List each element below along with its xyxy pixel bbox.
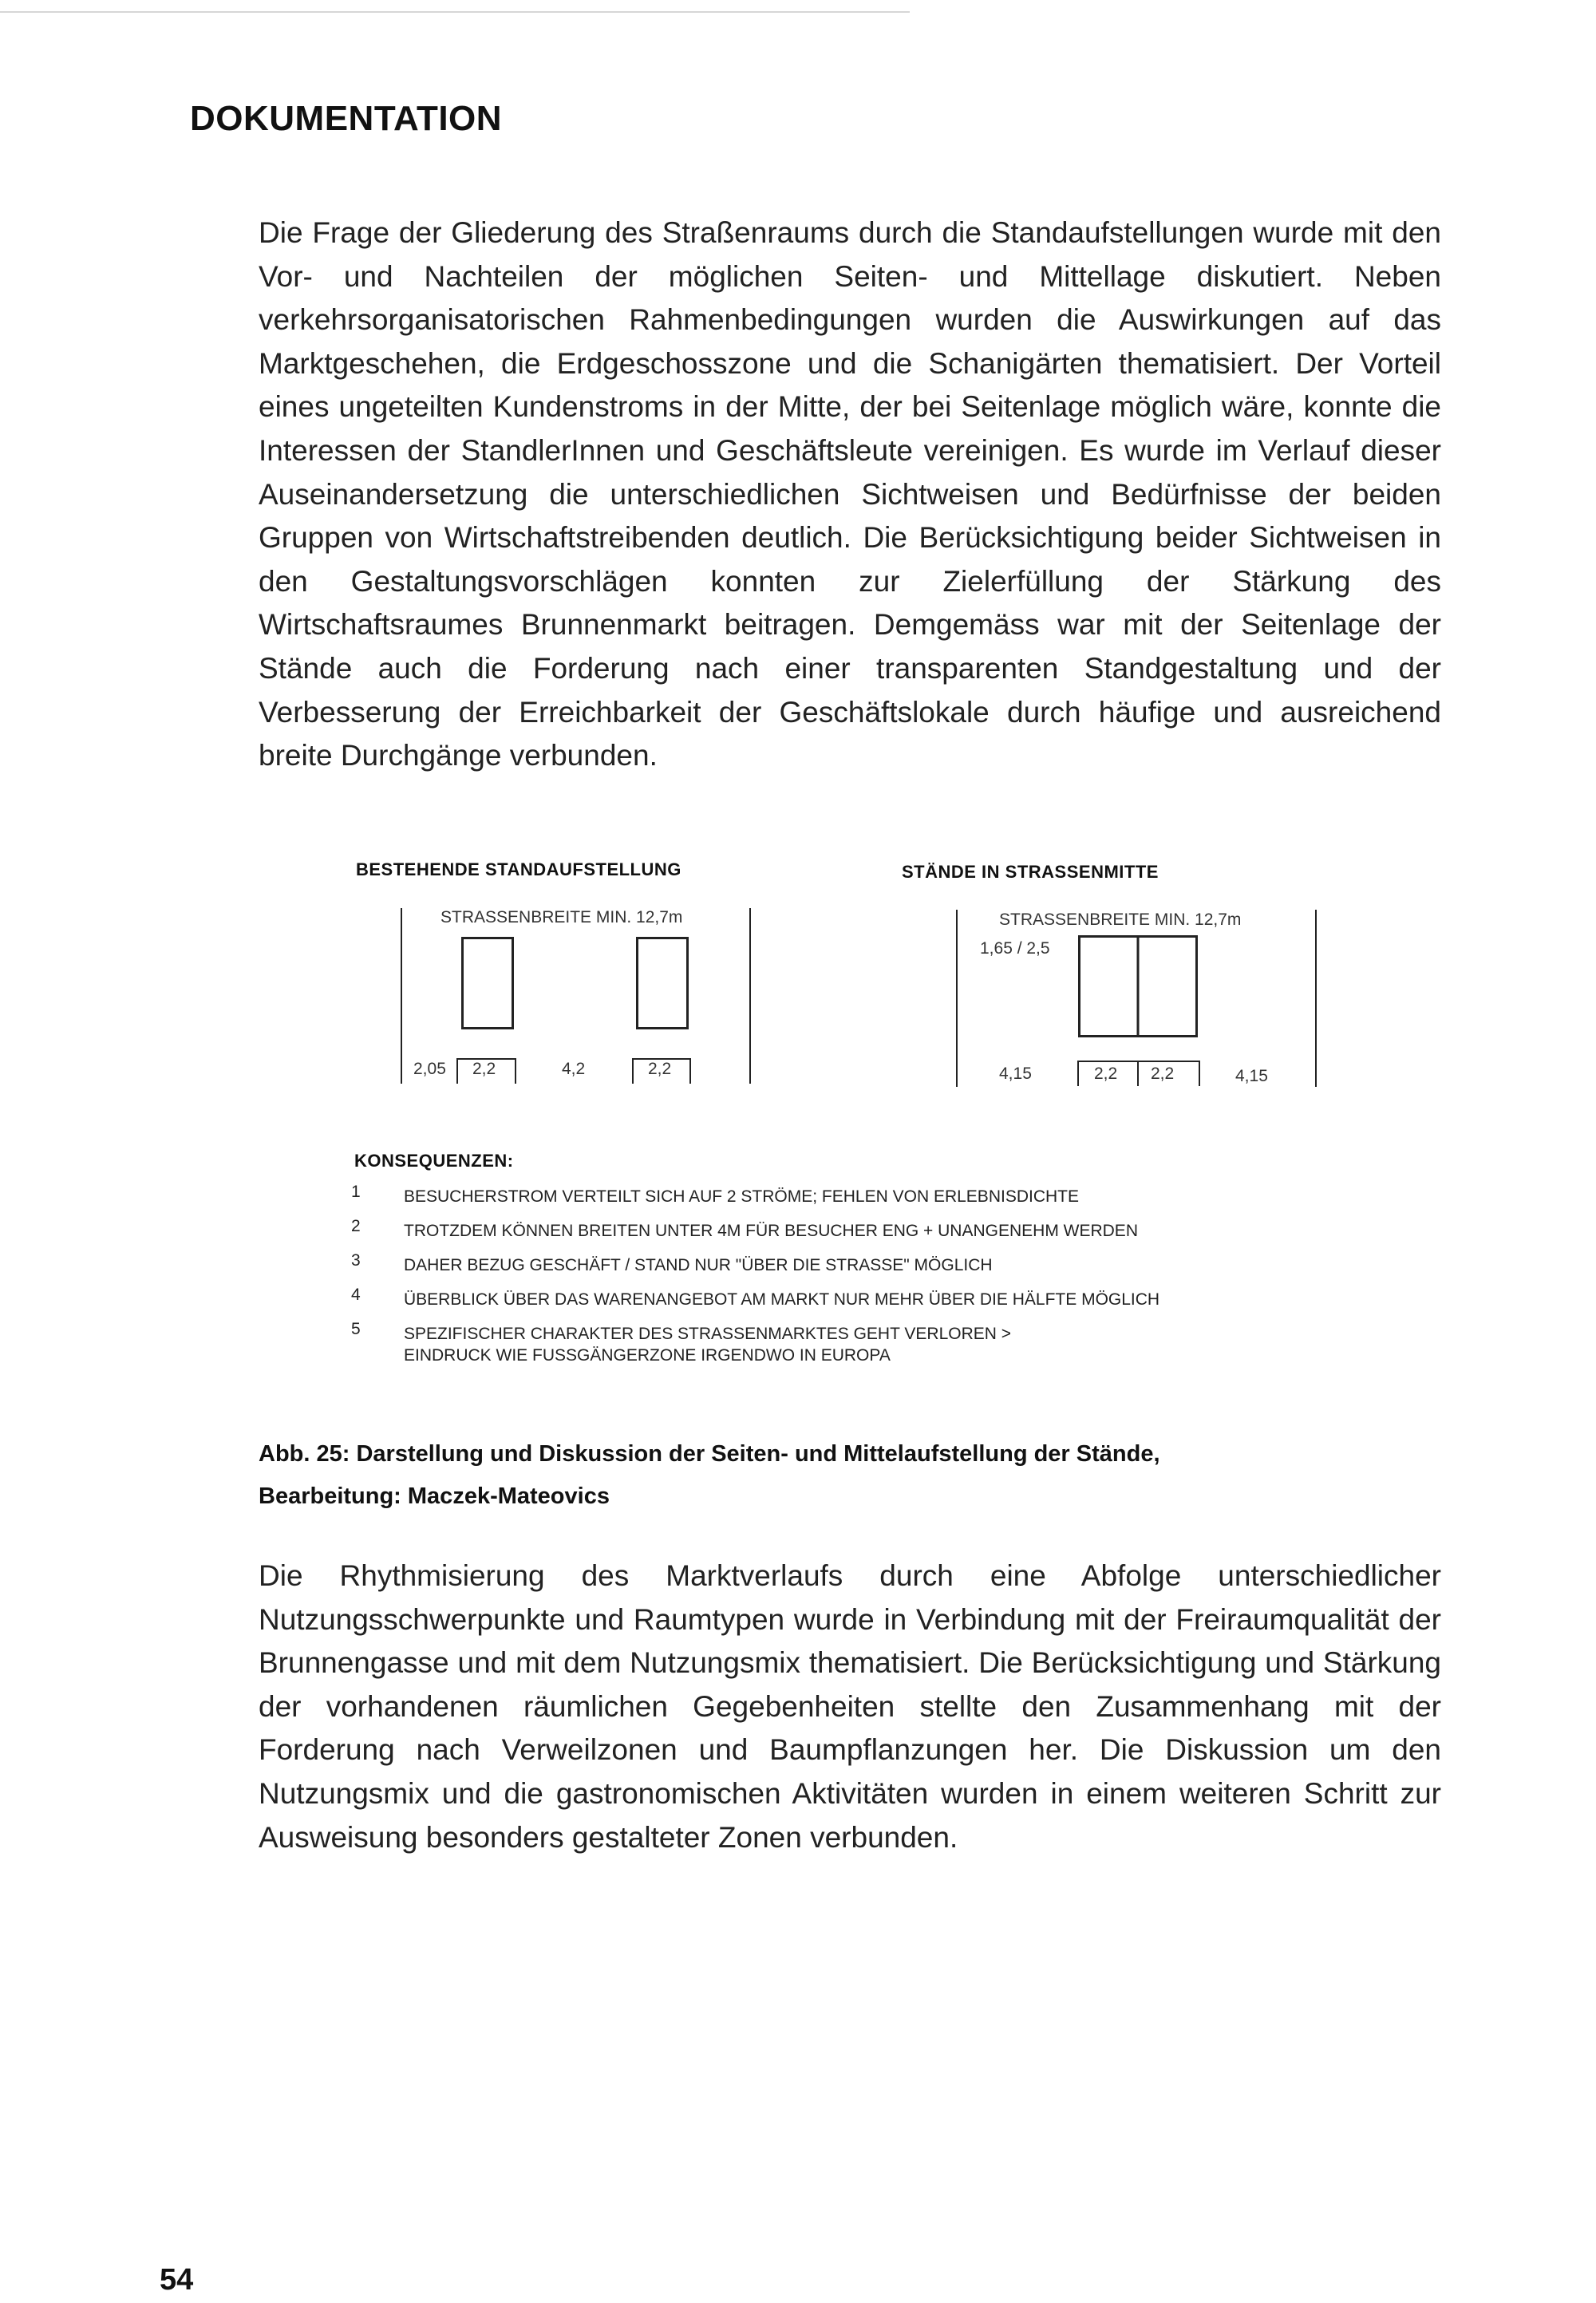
consequences-list (351, 1183, 1389, 1368)
dim-label: 4,15 (1235, 1067, 1268, 1085)
diagram-centre-title: STÄNDE IN STRASSENMITTE (902, 862, 1159, 882)
stand-divider (1137, 938, 1140, 1035)
stand-size-label: 1,65 / 2,5 (980, 939, 1050, 958)
page-number: 54 (160, 2263, 194, 2297)
dim-tick (456, 1058, 458, 1084)
right-building-line (749, 908, 751, 1084)
consequence-text: ÜBERBLICK ÜBER DAS WARENANGEBOT AM MARKT NUR MEHR ÜBER DIE HÄLFTE MÖGLICH (404, 1290, 1160, 1309)
consequence-number: 1 (351, 1183, 361, 1201)
dim-label: 2,2 (1094, 1065, 1118, 1083)
dim-tick (1137, 1061, 1139, 1086)
consequence-number: 3 (351, 1251, 361, 1270)
consequence-text-line: EINDRUCK WIE FUSSGÄNGERZONE IRGENDWO IN EUROPA (404, 1346, 891, 1365)
stand-right (636, 937, 689, 1029)
dim-label: 2,2 (648, 1060, 672, 1078)
consequences-heading: KONSEQUENZEN: (354, 1151, 514, 1171)
dim-label: 2,2 (472, 1060, 496, 1078)
dim-label: 2,2 (1151, 1065, 1175, 1083)
consequence-item (351, 1217, 1389, 1251)
consequence-text (404, 1323, 1011, 1366)
consequence-item (351, 1251, 1389, 1286)
figure-caption (259, 1433, 1160, 1518)
dim-tick (689, 1058, 691, 1084)
dim-tick (1199, 1061, 1200, 1086)
consequence-text: DAHER BEZUG GESCHÄFT / STAND NUR "ÜBER DIE STRASSE" MÖGLICH (404, 1256, 993, 1274)
street-width-label: STRASSENBREITE MIN. 12,7m (440, 908, 683, 926)
stand-left (461, 937, 514, 1029)
dim-tick (1077, 1061, 1079, 1086)
left-building-line (401, 908, 402, 1084)
stand-pair-centre (1078, 935, 1198, 1037)
section-title: DOKUMENTATION (190, 99, 503, 138)
consequence-number: 4 (351, 1286, 361, 1304)
consequence-item (351, 1286, 1389, 1320)
paragraph-2: Die Rhythmisierung des Marktverlaufs durch eine Abfolge unterschiedlicher Nutzungsschwerpunkte und Raumtypen wurde in Verbindung mit der Freiraumqualität der Brunnengasse und mit dem Nutzungsmix thematisiert. Die Berücksichtigung und Stärkung der vorhandenen räumlichen Gegebenheiten stellte den Zusammenhang mit der Forderung nach Verweilzonen und Baumpflanzungen her. Die Diskussion um den Nutzungsmix und die gastronomischen Aktivitäten wurden in einem weiteren Schritt zur Ausweisung besonders gestalteter Zonen verbunden. (259, 1559, 1441, 1854)
dim-label: 2,05 (413, 1060, 446, 1078)
consequence-text: BESUCHERSTROM VERTEILT SICH AUF 2 STRÖME; FEHLEN VON ERLEBNISDICHTE (404, 1187, 1079, 1206)
consequence-item (351, 1183, 1389, 1217)
street-width-label: STRASSENBREITE MIN. 12,7m (999, 911, 1242, 929)
consequence-text: TROTZDEM KÖNNEN BREITEN UNTER 4M FÜR BESUCHER ENG + UNANGENEHM WERDEN (404, 1222, 1138, 1240)
left-building-line (956, 910, 958, 1087)
dim-label: 4,2 (562, 1060, 586, 1078)
diagram-existing-title: BESTEHENDE STANDAUFSTELLUNG (356, 859, 681, 879)
right-building-line (1315, 910, 1317, 1087)
consequence-text-line: SPEZIFISCHER CHARAKTER DES STRASSENMARKTES GEHT VERLOREN > (404, 1325, 1012, 1343)
consequence-number: 5 (351, 1320, 361, 1338)
top-rule (0, 11, 910, 13)
caption-line: Bearbeitung: Maczek-Mateovics (259, 1483, 610, 1509)
dim-label: 4,15 (999, 1065, 1032, 1083)
dim-tick (632, 1058, 634, 1084)
consequence-number: 2 (351, 1217, 361, 1235)
dim-tick (515, 1058, 516, 1084)
paragraph-1: Die Frage der Gliederung des Straßenraums durch die Standaufstellungen wurde mit den Vor- und Nachteilen der möglichen Seiten- und Mittellage diskutiert. Neben verkehrsorganisatorischen Rahmenbedingungen wurden die Auswirkungen auf das Marktgeschehen, die Erdgeschosszone und die Schanigärten thematisiert. Der Vorteil eines ungeteilten Kundenstroms in der Mitte, der bei Seitenlage möglich wäre, konnte die Interessen der StandlerInnen und Geschäftsleute vereinigen. Es wurde im Verlauf dieser Auseinandersetzung die unterschiedlichen Sichtweisen und Bedürfnisse der beiden Gruppen von Wirtschaftstreibenden deutlich. Die Berücksichtigung beider Sichtweisen in den Gestaltungsvorschlägen konnten zur Zielerfüllung der Stärkung des Wirtschaftsraumes Brunnenmarkt beitragen. Demgemäss war mit der Seitenlage der Stände auch die Forderung nach einer transparenten Standgestaltung und der Verbesserung der Erreichbarkeit der Geschäftslokale durch häufige und ausreichend breite Durchgänge verbunden. (259, 216, 1441, 772)
caption-line: Abb. 25: Darstellung und Diskussion der Seiten- und Mittelaufstellung der Stände, (259, 1441, 1160, 1467)
consequence-item (351, 1320, 1389, 1368)
